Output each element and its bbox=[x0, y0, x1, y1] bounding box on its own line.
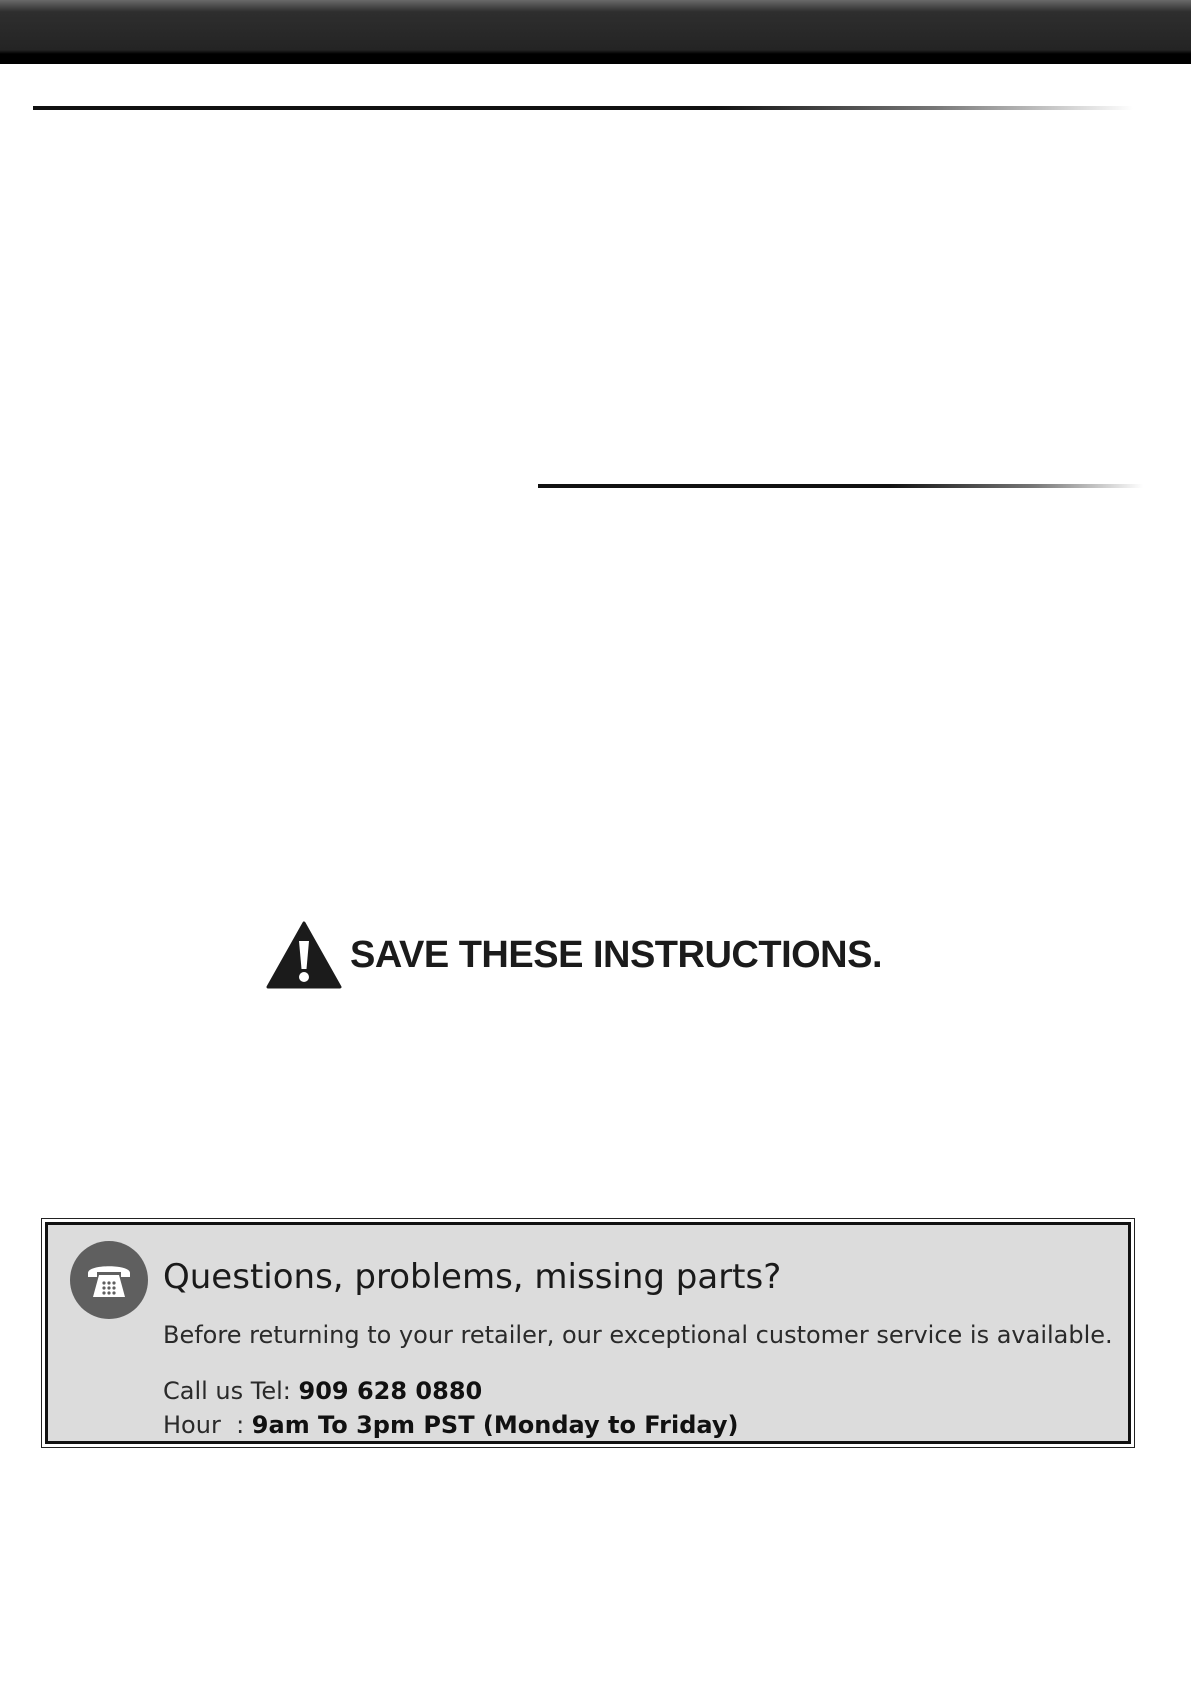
section-divider-top bbox=[33, 106, 1133, 110]
telephone-icon bbox=[70, 1241, 148, 1319]
phone-label: Call us Tel: bbox=[163, 1377, 291, 1405]
customer-service-box bbox=[41, 1218, 1135, 1448]
phone-line bbox=[163, 1377, 482, 1405]
support-heading: Questions, problems, missing parts? bbox=[163, 1257, 782, 1297]
phone-number: 909 628 0880 bbox=[298, 1377, 483, 1405]
save-instructions-notice bbox=[266, 920, 882, 990]
hours-line bbox=[163, 1411, 738, 1439]
section-divider-right bbox=[538, 484, 1143, 488]
support-description: Before returning to your retailer, our exceptional customer service is available. bbox=[163, 1321, 1113, 1349]
customer-service-panel bbox=[45, 1222, 1131, 1444]
header-bar bbox=[0, 0, 1191, 64]
warning-icon bbox=[266, 921, 342, 989]
save-instructions-text: SAVE THESE INSTRUCTIONS. bbox=[350, 933, 883, 976]
hours-value: 9am To 3pm PST (Monday to Friday) bbox=[251, 1411, 739, 1439]
hours-label: Hour : bbox=[163, 1411, 245, 1439]
